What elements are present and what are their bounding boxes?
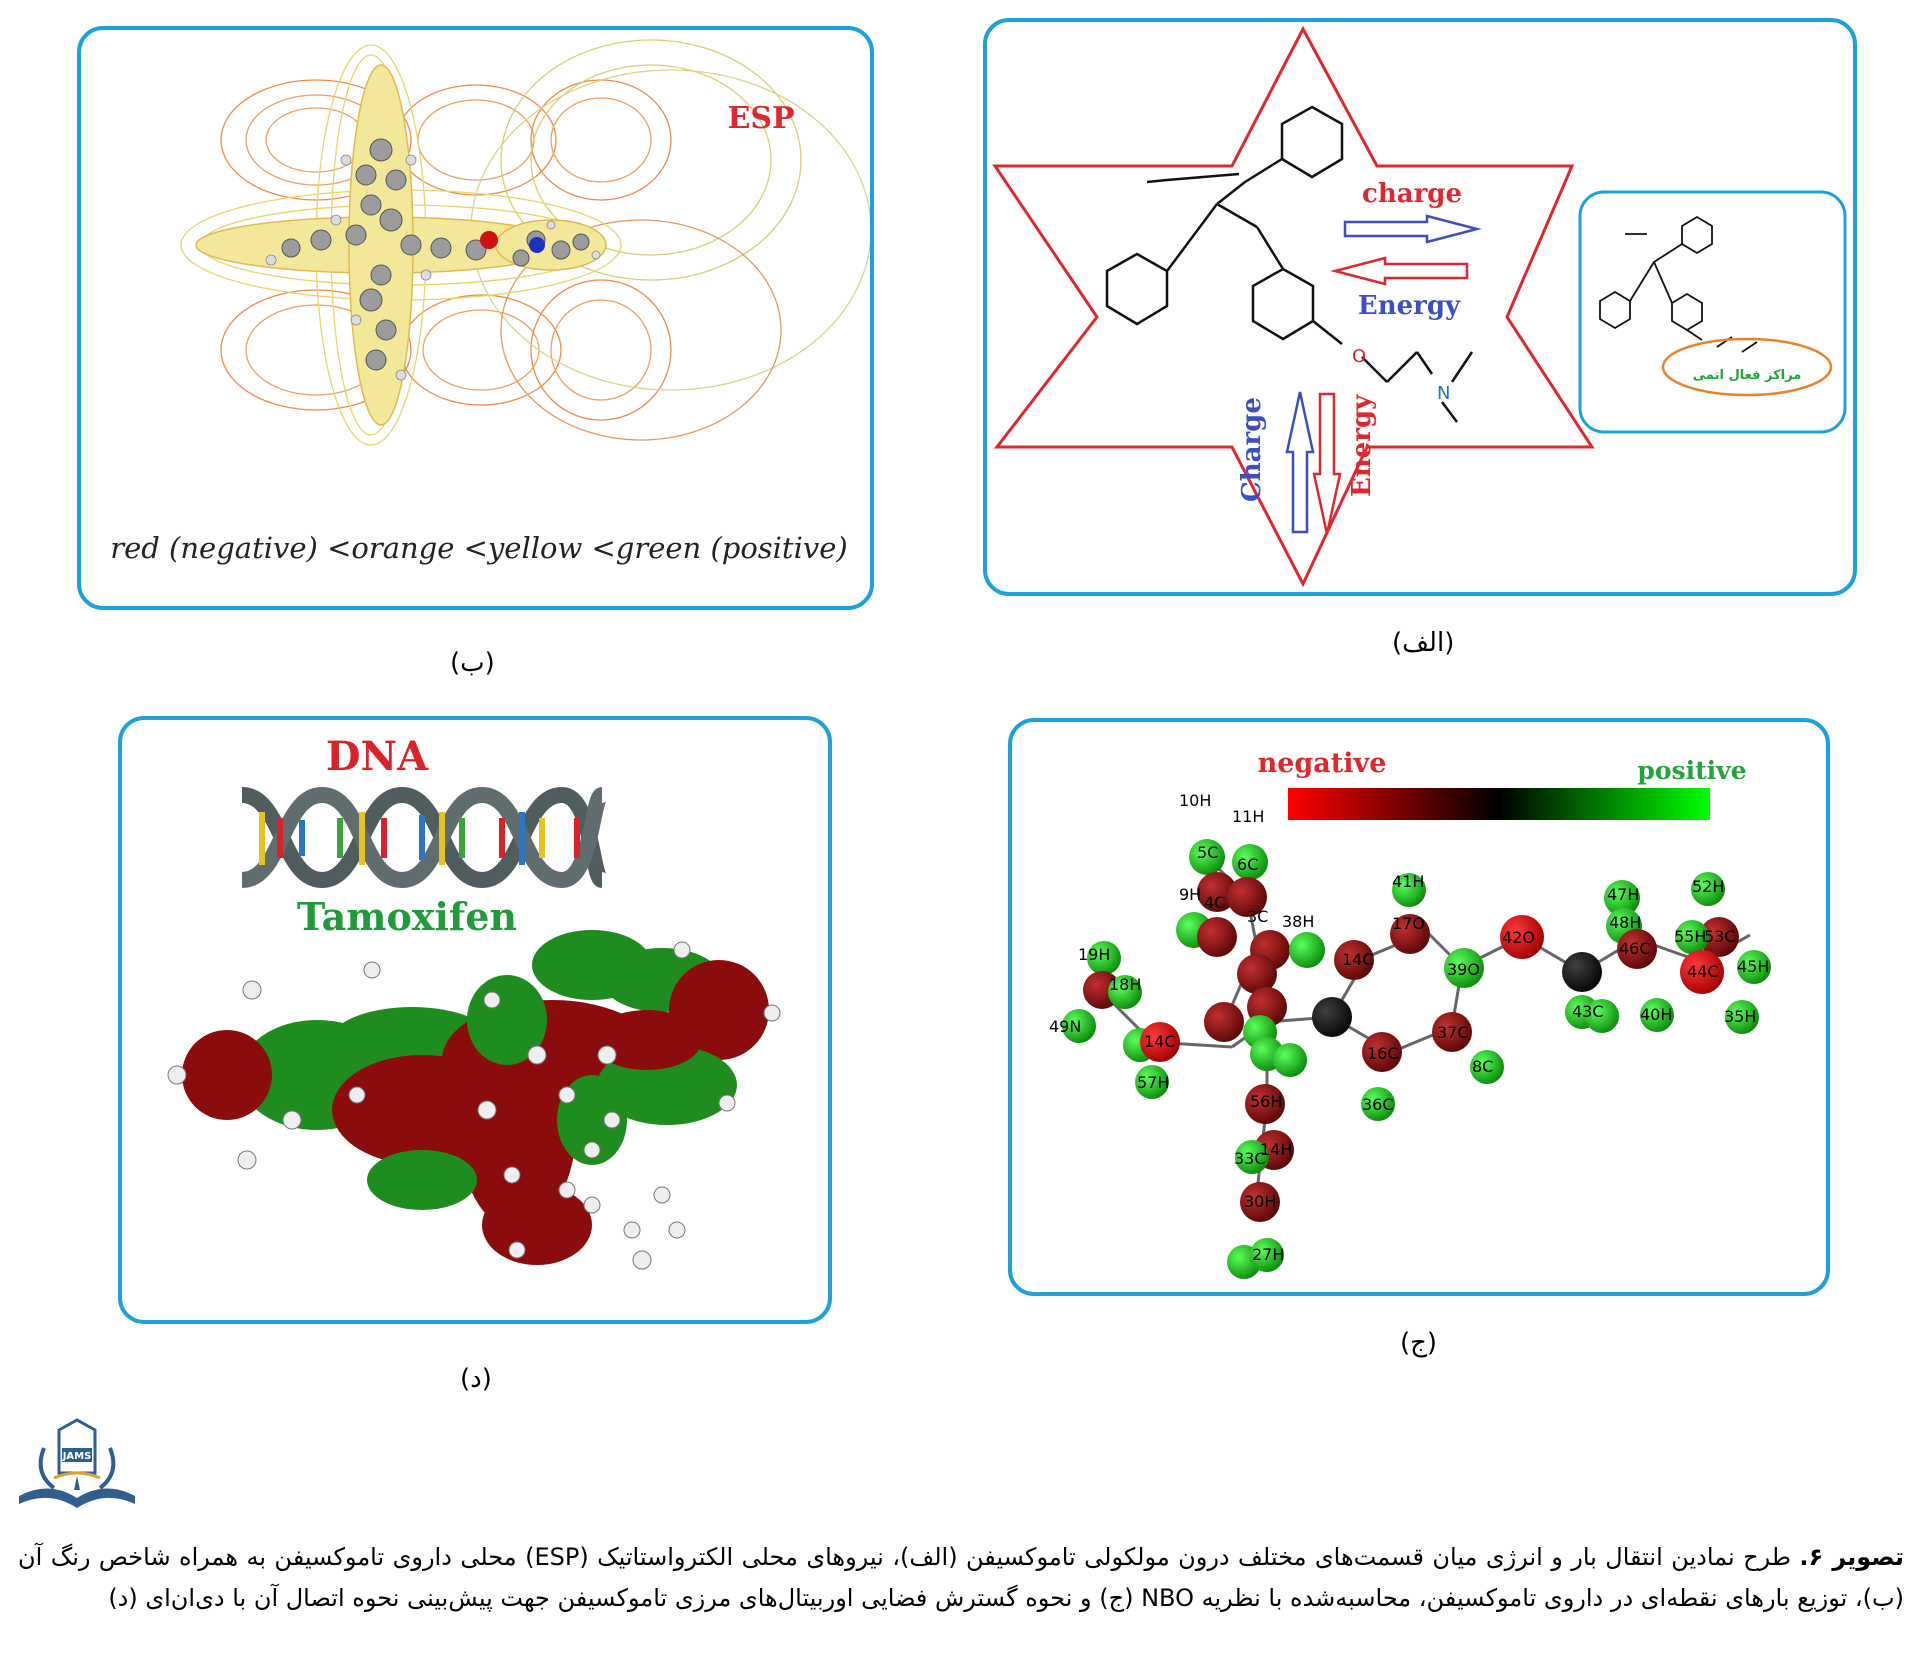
sublabel-be: (ب) [450, 648, 495, 678]
dna-helix-image [242, 795, 602, 880]
atom-label: 57H [1137, 1073, 1170, 1092]
atom-label: 40H [1640, 1005, 1673, 1024]
label-energy-h: Energy [1357, 291, 1461, 321]
caption-number: تصویر ۶. [1799, 1543, 1904, 1571]
atom-label: 53C [1704, 927, 1736, 946]
orbital-lobes [182, 930, 769, 1265]
atom-label: 44C [1687, 962, 1719, 981]
inset-text: مراکز فعال اتمی [1692, 368, 1802, 383]
label-charge-v: Charge [1237, 397, 1267, 502]
atom-label: 39O [1447, 960, 1480, 979]
atom-label: 19H [1078, 945, 1111, 964]
atom-label: 49N [1049, 1017, 1082, 1036]
atom-label: 41H [1392, 872, 1425, 891]
atom-label: 11H [1232, 807, 1265, 826]
figure-caption [18, 1537, 1904, 1619]
atom-label: 14C [1342, 950, 1374, 969]
logo-text: JAMS [62, 1451, 92, 1462]
label-charge-h: charge [1361, 179, 1463, 209]
atom-label: 30H [1244, 1192, 1277, 1211]
esp-panel [77, 26, 874, 610]
atom-label: 9H [1179, 885, 1202, 904]
arrow-charge-up [1287, 392, 1313, 532]
esp-contour-map [81, 30, 874, 610]
atom-label: 42O [1502, 928, 1535, 947]
atom-label: 36C [1362, 1095, 1394, 1114]
atom-label: 37C [1437, 1023, 1469, 1042]
atom-label: 4C [1204, 893, 1226, 912]
positive-label: positive [1637, 756, 1747, 785]
nbo-charge-model [1012, 722, 1830, 1296]
atom-label: 10H [1179, 791, 1212, 810]
atom-label: 6C [1237, 855, 1259, 874]
star-panel [983, 18, 1857, 596]
negative-label: negative [1257, 748, 1387, 779]
atom-n: N [1437, 383, 1451, 404]
label-energy-v: Energy [1347, 394, 1377, 497]
atom-label: 45H [1737, 957, 1770, 976]
atom-label: 43C [1572, 1002, 1604, 1021]
sublabel-dal: (د) [460, 1364, 492, 1394]
atom-label: 16C [1367, 1044, 1399, 1063]
jams-logo [14, 1418, 140, 1514]
atom-label: 46C [1619, 939, 1651, 958]
sublabel-jim: (ج) [1400, 1328, 1438, 1358]
homo-lumo-orbitals [122, 720, 832, 1324]
atom-label: 8C [1472, 1057, 1494, 1076]
atom-label: 35H [1724, 1007, 1757, 1026]
atom-label: 48H [1609, 913, 1642, 932]
atom-o: O [1352, 346, 1367, 367]
atom-label: 3C [1247, 907, 1269, 926]
atom-label: 52H [1692, 877, 1725, 896]
atom-label: 17O [1392, 914, 1425, 933]
sublabel-alef: (الف) [1392, 628, 1455, 658]
tamoxifen-title: Tamoxifen [296, 894, 518, 939]
atom-label: 14H [1260, 1140, 1293, 1159]
atom-label: 33C [1234, 1149, 1266, 1168]
atom-label: 56H [1250, 1092, 1283, 1111]
arrow-charge-right [1345, 216, 1477, 242]
atom-label: 47H [1607, 885, 1640, 904]
esp-color-scale: red (negative) <orange <yellow <green (positive) [110, 531, 848, 565]
atom-label: 5C [1197, 843, 1219, 862]
charge-color-bar [1288, 788, 1710, 820]
arrow-energy-left [1335, 258, 1467, 284]
atom-label: 14C [1144, 1032, 1176, 1051]
atom-label: 38H [1282, 912, 1315, 931]
star-diagram [987, 22, 1857, 596]
atom-label: 27H [1252, 1245, 1285, 1264]
esp-title: ESP [727, 101, 795, 136]
dna-title: DNA [325, 733, 429, 780]
dna-panel [118, 716, 832, 1324]
atom-label: 18H [1109, 975, 1142, 994]
atom-label: 55H [1674, 927, 1707, 946]
nbo-panel [1008, 718, 1830, 1296]
caption-text: طرح نمادین انتقال بار و انرژی میان قسمت‌های مختلف درون مولکولی تاموکسیفن (الف)، نیروهای محلی الکترواستاتیک (ESP) محلی داروی تاموکسیفن به همراه شاخص رنگ آن (ب)، توزیع بارهای نقطه‌ای در داروی تاموکسیفن، محاسبه‌شده با نظریه NBO (ج) و نحوه گسترش فضایی اوربیتال‌های مرزی تاموکسیفن جهت پیش‌بینی نحوه اتصال آن با دی‌ان‌ای (د) [18, 1543, 1904, 1612]
